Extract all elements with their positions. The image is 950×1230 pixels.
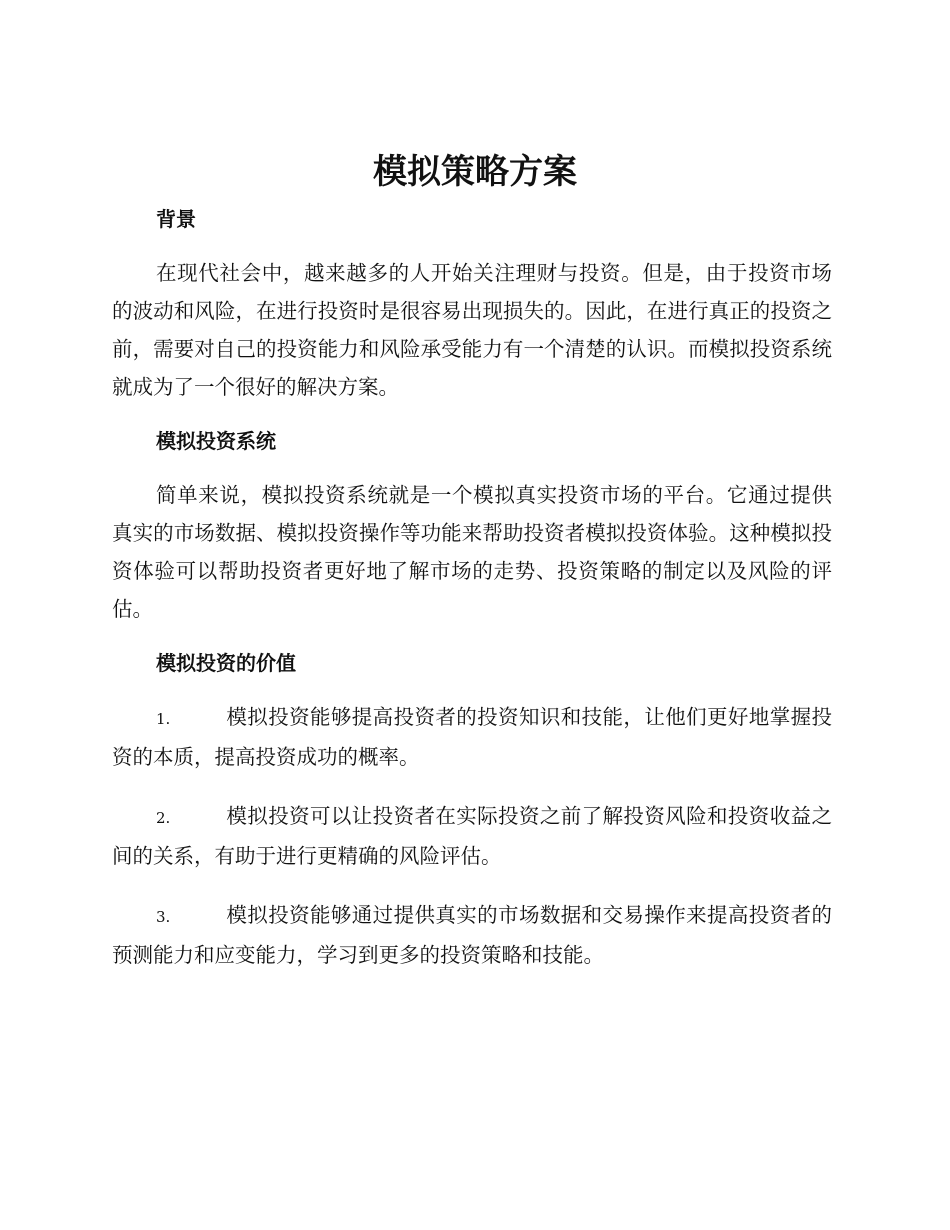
list-number: 1. xyxy=(156,710,171,728)
paragraph: 在现代社会中，越来越多的人开始关注理财与投资。但是，由于投资市场的波动和风险，在进行投资时是很容易出现损失的。因此，在进行真正的投资之前，需要对自己的投资能力和风险承受能力有一个清楚的认识。而模拟投资系统就成为了一个很好的解决方案。 xyxy=(112,261,832,399)
paragraph: 简单来说，模拟投资系统就是一个模拟真实投资市场的平台。它通过提供真实的市场数据、模拟投资操作等功能来帮助投资者模拟投资体验。这种模拟投资体验可以帮助投资者更好地了解市场的走势、投资策略的制定以及风险的评估。 xyxy=(112,483,832,621)
list-item xyxy=(112,896,832,974)
document-body xyxy=(112,200,832,974)
list-item xyxy=(112,797,832,875)
section-heading: 背景 xyxy=(156,207,196,231)
section-heading: 模拟投资的价值 xyxy=(156,651,296,675)
list-item-text: 模拟投资能够提高投资者的投资知识和技能，让他们更好地掌握投资的本质，提高投资成功的概率。 xyxy=(112,705,832,769)
section-simulation-value xyxy=(112,644,832,974)
document-title: 模拟策略方案 xyxy=(373,152,577,192)
section-heading: 模拟投资系统 xyxy=(156,429,276,453)
list-number: 3. xyxy=(156,908,171,926)
list-item xyxy=(112,698,832,776)
list-number: 2. xyxy=(156,809,171,827)
section-simulation-system xyxy=(112,422,832,628)
list-item-text: 模拟投资可以让投资者在实际投资之前了解投资风险和投资收益之间的关系，有助于进行更精确的风险评估。 xyxy=(112,804,832,868)
list-item-text: 模拟投资能够通过提供真实的市场数据和交易操作来提高投资者的预测能力和应变能力，学习到更多的投资策略和技能。 xyxy=(112,903,832,967)
section-background xyxy=(112,200,832,406)
